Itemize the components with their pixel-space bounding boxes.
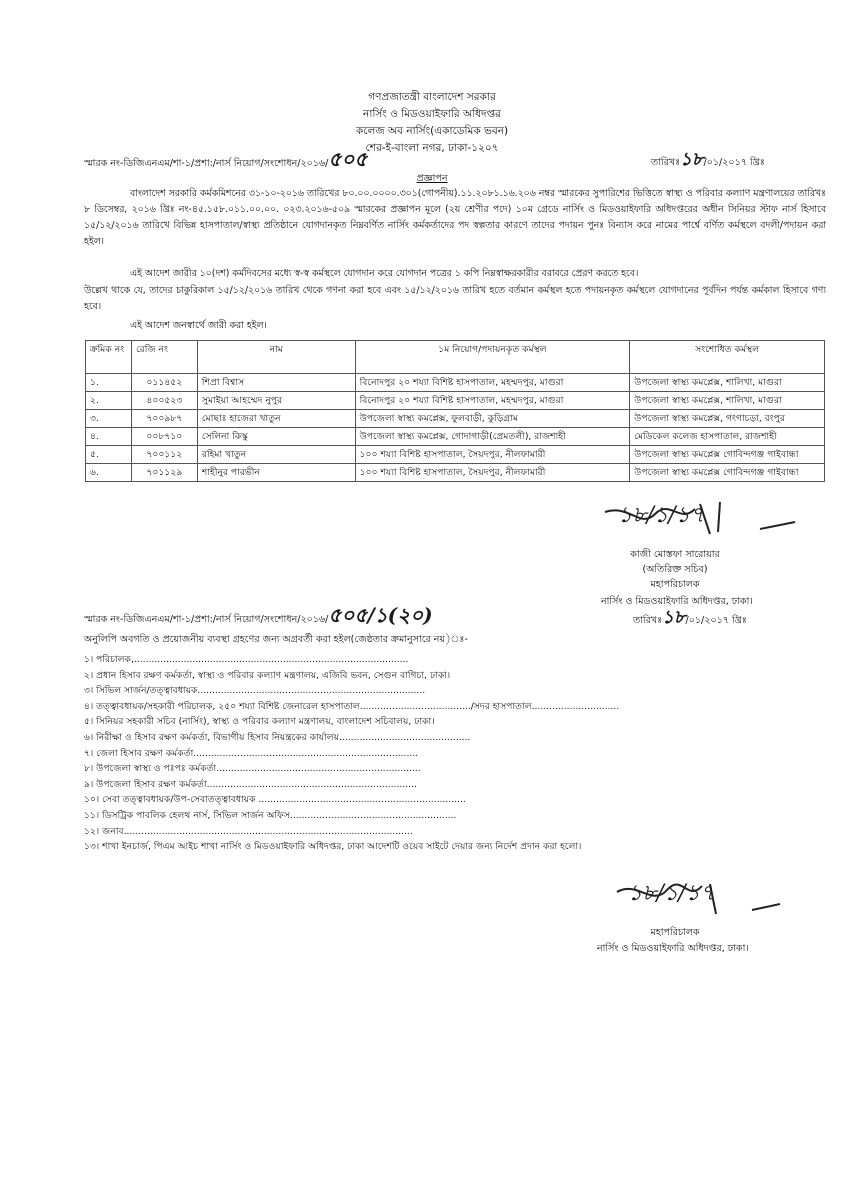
- header-revised-posting: সংশোধিত কর্মস্থল: [630, 341, 825, 374]
- distribution-item: ৫। সিনিয়র সহকারী সচিব (নার্সিং), স্বাস্থ্য ও পরিবার কল্যাণ মন্ত্রণালয়, বাংলাদেশ সচিবালয়, ঢাকা।: [84, 716, 435, 728]
- memo-reference: [84, 147, 368, 171]
- table-row: [86, 374, 825, 392]
- table-row: [86, 446, 825, 464]
- signatory-office: নার্সিং ও মিডওয়াইফারি অধিদপ্তর, ঢাকা।: [601, 596, 753, 607]
- cell-first-posting: ১০০ শয্যা বিশিষ্ট হাসপাতাল, সৈয়দপুর, নীলফামারী: [355, 446, 630, 464]
- date-day: ১৮: [680, 149, 704, 170]
- header-reg-no: রেজি নং: [131, 341, 197, 374]
- directorate-name: নার্সিং ও মিডওয়াইফারি অধিদপ্তর: [363, 108, 501, 120]
- date-rest: /০১/২০১৭ খ্রিঃ: [703, 157, 765, 168]
- address: শের-ই-বাংলা নগর, ঢাকা-১২০৭: [365, 142, 499, 154]
- signatory-title-2: মহাপরিচালক: [650, 927, 700, 938]
- table-row: [86, 428, 825, 446]
- transfer-table: [85, 340, 825, 482]
- memo2-date: [633, 607, 747, 628]
- body-paragraph-4: এই আদেশ জনস্বার্থে জারী করা হইল।: [130, 320, 267, 331]
- table-header-row: [86, 341, 825, 374]
- cell-reg-no: ৭০১১২৯: [131, 464, 197, 482]
- cell-revised-posting: উপজেলা স্বাস্থ্য কমপ্লেক্স, শালিখা, মাগুরা: [630, 392, 825, 410]
- signatory-office-2: নার্সিং ও মিডওয়াইফারি অধিদপ্তর, ঢাকা।: [597, 943, 749, 954]
- distribution-item: ১২। জনাব...................................................................................................: [84, 825, 413, 837]
- distribution-item: ১। পরিচালক,..............................................................................................: [84, 654, 409, 665]
- date-rest: /০১/২০১৭ খ্রিঃ: [685, 615, 747, 626]
- cell-serial: ৩.: [86, 410, 132, 428]
- distribution-item: ৭। জেলা হিসাব রক্ষণ কর্মকর্তা.............................................................................: [84, 747, 419, 759]
- building-name: কলেজ অব নার্সিং(একাডেমিক ভবন): [355, 125, 509, 137]
- table-row: [86, 392, 825, 410]
- copy-intro: অনুলিপি অবগতি ও প্রয়োজনীয় ব্যবস্থা গ্রহণের জন্য অগ্রবর্তী করা হইল(জেষ্ঠতার ক্রমানুসারে নয়)ঃ-: [84, 634, 468, 645]
- memo-ref-prefix: স্মারক নং-ডিজিএনএম/শা-১/প্রশা:/নার্স নিয়োগ/সংশোধন/২০১৬/: [84, 158, 329, 169]
- date-label: তারিখঃ: [651, 157, 681, 168]
- cell-reg-no: ৪০০৫২৩: [131, 392, 197, 410]
- cell-revised-posting: উপজেলা স্বাস্থ্য কমপ্লেক্স গোবিন্দগঞ্জ গাইবান্ধা: [630, 464, 825, 482]
- cell-reg-no: ০১১৪৫২: [131, 374, 197, 392]
- govt-name: গণপ্রজাতন্ত্রী বাংলাদেশ সরকার: [368, 91, 496, 103]
- cell-revised-posting: উপজেলা স্বাস্থ্য কমপ্লেক্স গোবিন্দগঞ্জ গাইবান্ধা: [630, 446, 825, 464]
- header-name: নাম: [197, 341, 355, 374]
- body-paragraph-2: এই আদেশ জারীর ১০(দশ) কর্মদিবসের মধ্যে স্ব-স্ব কর্মস্থলে যোগদান করে যোগদান পত্রের ১ কপি নিম্নস্বাক্ষরকারীর বরাবরে প্রেরণ করতে হবে।: [130, 268, 639, 279]
- distribution-item: ৬। নিরীক্ষা ও হিসাব রক্ষণ কর্মকর্তা, বিভাগীয় হিসাব নিয়ন্ত্রকের কার্যালয়.............................................: [84, 731, 471, 743]
- cell-name: শিপ্রা বিশ্বাস: [197, 374, 355, 392]
- cell-serial: ৪.: [86, 428, 132, 446]
- document-title: প্রজ্ঞাপন: [416, 173, 448, 184]
- cell-serial: ৬.: [86, 464, 132, 482]
- cell-reg-no: ৭০০১১২: [131, 446, 197, 464]
- cell-first-posting: ১০০ শয্যা বিশিষ্ট হাসপাতাল, সৈয়দপুর, নীলফামারী: [355, 464, 630, 482]
- date-label: তারিখঃ: [633, 615, 663, 626]
- header-serial: ক্রমিক নং: [86, 341, 132, 374]
- signatory-rank: (অতিরিক্ত সচিব): [642, 564, 708, 575]
- cell-revised-posting: উপজেলা স্বাস্থ্য কমপ্লেক্স, গংগাচড়া, রংপুর: [630, 410, 825, 428]
- distribution-item: ২। প্রধান হিসাব রক্ষণ কর্মকর্তা, স্বাস্থ্য ও পরিবার কল্যাণ মন্ত্রণালয়, এজিবি ভবন, সেগুন বাগিচা, ঢাকা।: [84, 669, 451, 681]
- cell-name: সুমাইয়া আহম্মেদ নুপুর: [197, 392, 355, 410]
- body-paragraph-1: বাংলাদেশ সরকারি কর্মকমিশনের ৩১-১০-২০১৬ তারিখের ৮০.০০.০০০০.৩০১(গোপনীয়).১১.২০৮১.১৬.২০৬ নম্বর স্মারকের সুপারিশের ভিত্তিতে স্বাস্থ্য ও পরিবার কল্যাণ মন্ত্রণালয়ের তারিখঃ ৮ ডিসেম্বর, ২০১৬ খ্রিঃ নং-৪৫.১৫৮.০১১.০০.০০. ০২৩.২০১৬-৫০৯ স্মারকের প্রজ্ঞাপন মূলে (২য় শ্রেণীর পদে) ১০ম গ্রেডে নার্সিং ও মিডওয়াইফারি অধিদপ্তরের অধীন সিনিয়র স্টাফ নার্স হিসাবে ১৫/১২/২০১৬ তারিখে বিভিন্ন হাসপাতাল/স্বাস্থ্য প্রতিষ্ঠানে যোগদানকৃত নিম্নবর্ণিত নার্সিং কর্মকর্তাদের পদ স্বল্পতার কারণে তাদের পদায়ন পুনঃ বিন্যাস করে নামের পার্শ্বে বর্ণিত কর্মস্থলে বদলী/পদায়ন করা হইল।: [84, 188, 826, 247]
- cell-first-posting: বিনোদপুর ২০ শয্যা বিশিষ্ট হাসপাতাল, মহম্মদপুর, মাগুরা: [355, 392, 630, 410]
- distribution-list: [84, 652, 824, 855]
- signatory-title: মহাপরিচালক: [650, 579, 700, 590]
- header-first-posting: ১ম নিয়োগ/পদায়নকৃত কর্মস্থল: [355, 341, 630, 374]
- distribution-item: ১০। সেবা তত্ত্বাবধায়ক/উপ-সেবাতত্ত্বাবধায়ক .......................................................................: [84, 794, 466, 806]
- signature-1-scribble: [600, 494, 800, 544]
- signature-2: ১৮/১/১৭: [628, 881, 715, 906]
- cell-reg-no: ৭০০৯৮৭: [131, 410, 197, 428]
- distribution-item: ৯। উপজেলা হিসাব রক্ষণ কর্মকর্তা........................................................................: [84, 778, 417, 790]
- signature-2-scribble: [612, 872, 782, 922]
- distribution-item: ৩। সিভিল সার্জন/তত্ত্বাবধায়ক..............................................................................: [84, 685, 426, 697]
- memo-ref-number: ৫০৫: [328, 147, 368, 171]
- cell-name: মোছাঃ হাজেরা খাতুন: [197, 410, 355, 428]
- signatory-name: কাজী মোস্তফা সারোয়ার: [630, 549, 720, 560]
- distribution-item: ৮। উপজেলা স্বাস্থ্য ও পঃপঃ কর্মকর্তা......................................................................: [84, 763, 421, 775]
- cell-first-posting: উপজেলা স্বাস্থ্য কমপ্লেক্স, গোদাগাড়ী(প্রেমতলী), রাজশাহী: [355, 428, 630, 446]
- cell-serial: ২.: [86, 392, 132, 410]
- distribution-item: ১১। ডিসট্রিক পাবলিক হেলথ নার্স, সিভিল সার্জন অফিস.........................................................: [84, 809, 457, 821]
- distribution-item: ৪। তত্ত্বাবধায়ক/সহকারী পরিচালক, ২৫০ শয্যা বিশিষ্ট জেনারেল হাসপাতাল....................................../সদর হাসপাতাল..............................: [84, 700, 620, 712]
- cell-first-posting: বিনোদপুর ২০ শয্যা বিশিষ্ট হাসপাতাল, মহম্মদপুর, মাগুরা: [355, 374, 630, 392]
- memo-reference-2: [84, 603, 433, 627]
- date-day: ১৮: [662, 607, 686, 628]
- cell-serial: ১.: [86, 374, 132, 392]
- cell-revised-posting: মেডিকেল কলেজ হাসপাতাল, রাজশাহী: [630, 428, 825, 446]
- cell-name: শাহীনুর পারভীন: [197, 464, 355, 482]
- cell-reg-no: ০০৮৭১০: [131, 428, 197, 446]
- cell-serial: ৫.: [86, 446, 132, 464]
- memo2-ref-prefix: স্মারক নং-ডিজিএনএম/শা-১/প্রশা:/নার্স নিয়োগ/সংশোধন/২০১৬/: [84, 614, 329, 625]
- body-paragraph-3: উল্লেখ থাকে যে, তাদের চাকুরিকাল ১৫/১২/২০১৬ তারিখ থেকে গণনা করা হবে এবং ১৫/১২/২০১৬ তারিখ হতে বর্তমান কর্মস্থল হতে পদায়নকৃত কর্মস্থলে যোগদানের পূর্বদিন পর্যন্ত কর্মকাল হিসাবে গণ্য হবে।: [84, 285, 826, 312]
- cell-first-posting: উপজেলা স্বাস্থ্য কমপ্লেক্স, ফুলবাড়ী, কুড়িগ্রাম: [355, 410, 630, 428]
- distribution-item: ১৩। শাখা ইনচার্জ, পিএম আইচ শাখা নার্সিং ও মিডওয়াইফারি অধিদপ্তর, ঢাকা আদেশটি ওয়েব সাইটে দেয়ার জন্য নির্দেশ প্রদান করা হলো।: [84, 841, 582, 853]
- table-row: [86, 410, 825, 428]
- cell-revised-posting: উপজেলা স্বাস্থ্য কমপ্লেক্স, শালিখা, মাগুরা: [630, 374, 825, 392]
- signature-1: ১৮/১/১৭: [618, 503, 705, 528]
- signatory-block-1: [580, 547, 770, 592]
- cell-name: সেলিনা কিস্কু: [197, 428, 355, 446]
- memo-date: [651, 149, 765, 170]
- memo2-ref-number: ৫০৫/১(২০): [328, 603, 433, 627]
- cell-name: রহিমা খাতুন: [197, 446, 355, 464]
- table-row: [86, 464, 825, 482]
- letterhead: [0, 89, 864, 157]
